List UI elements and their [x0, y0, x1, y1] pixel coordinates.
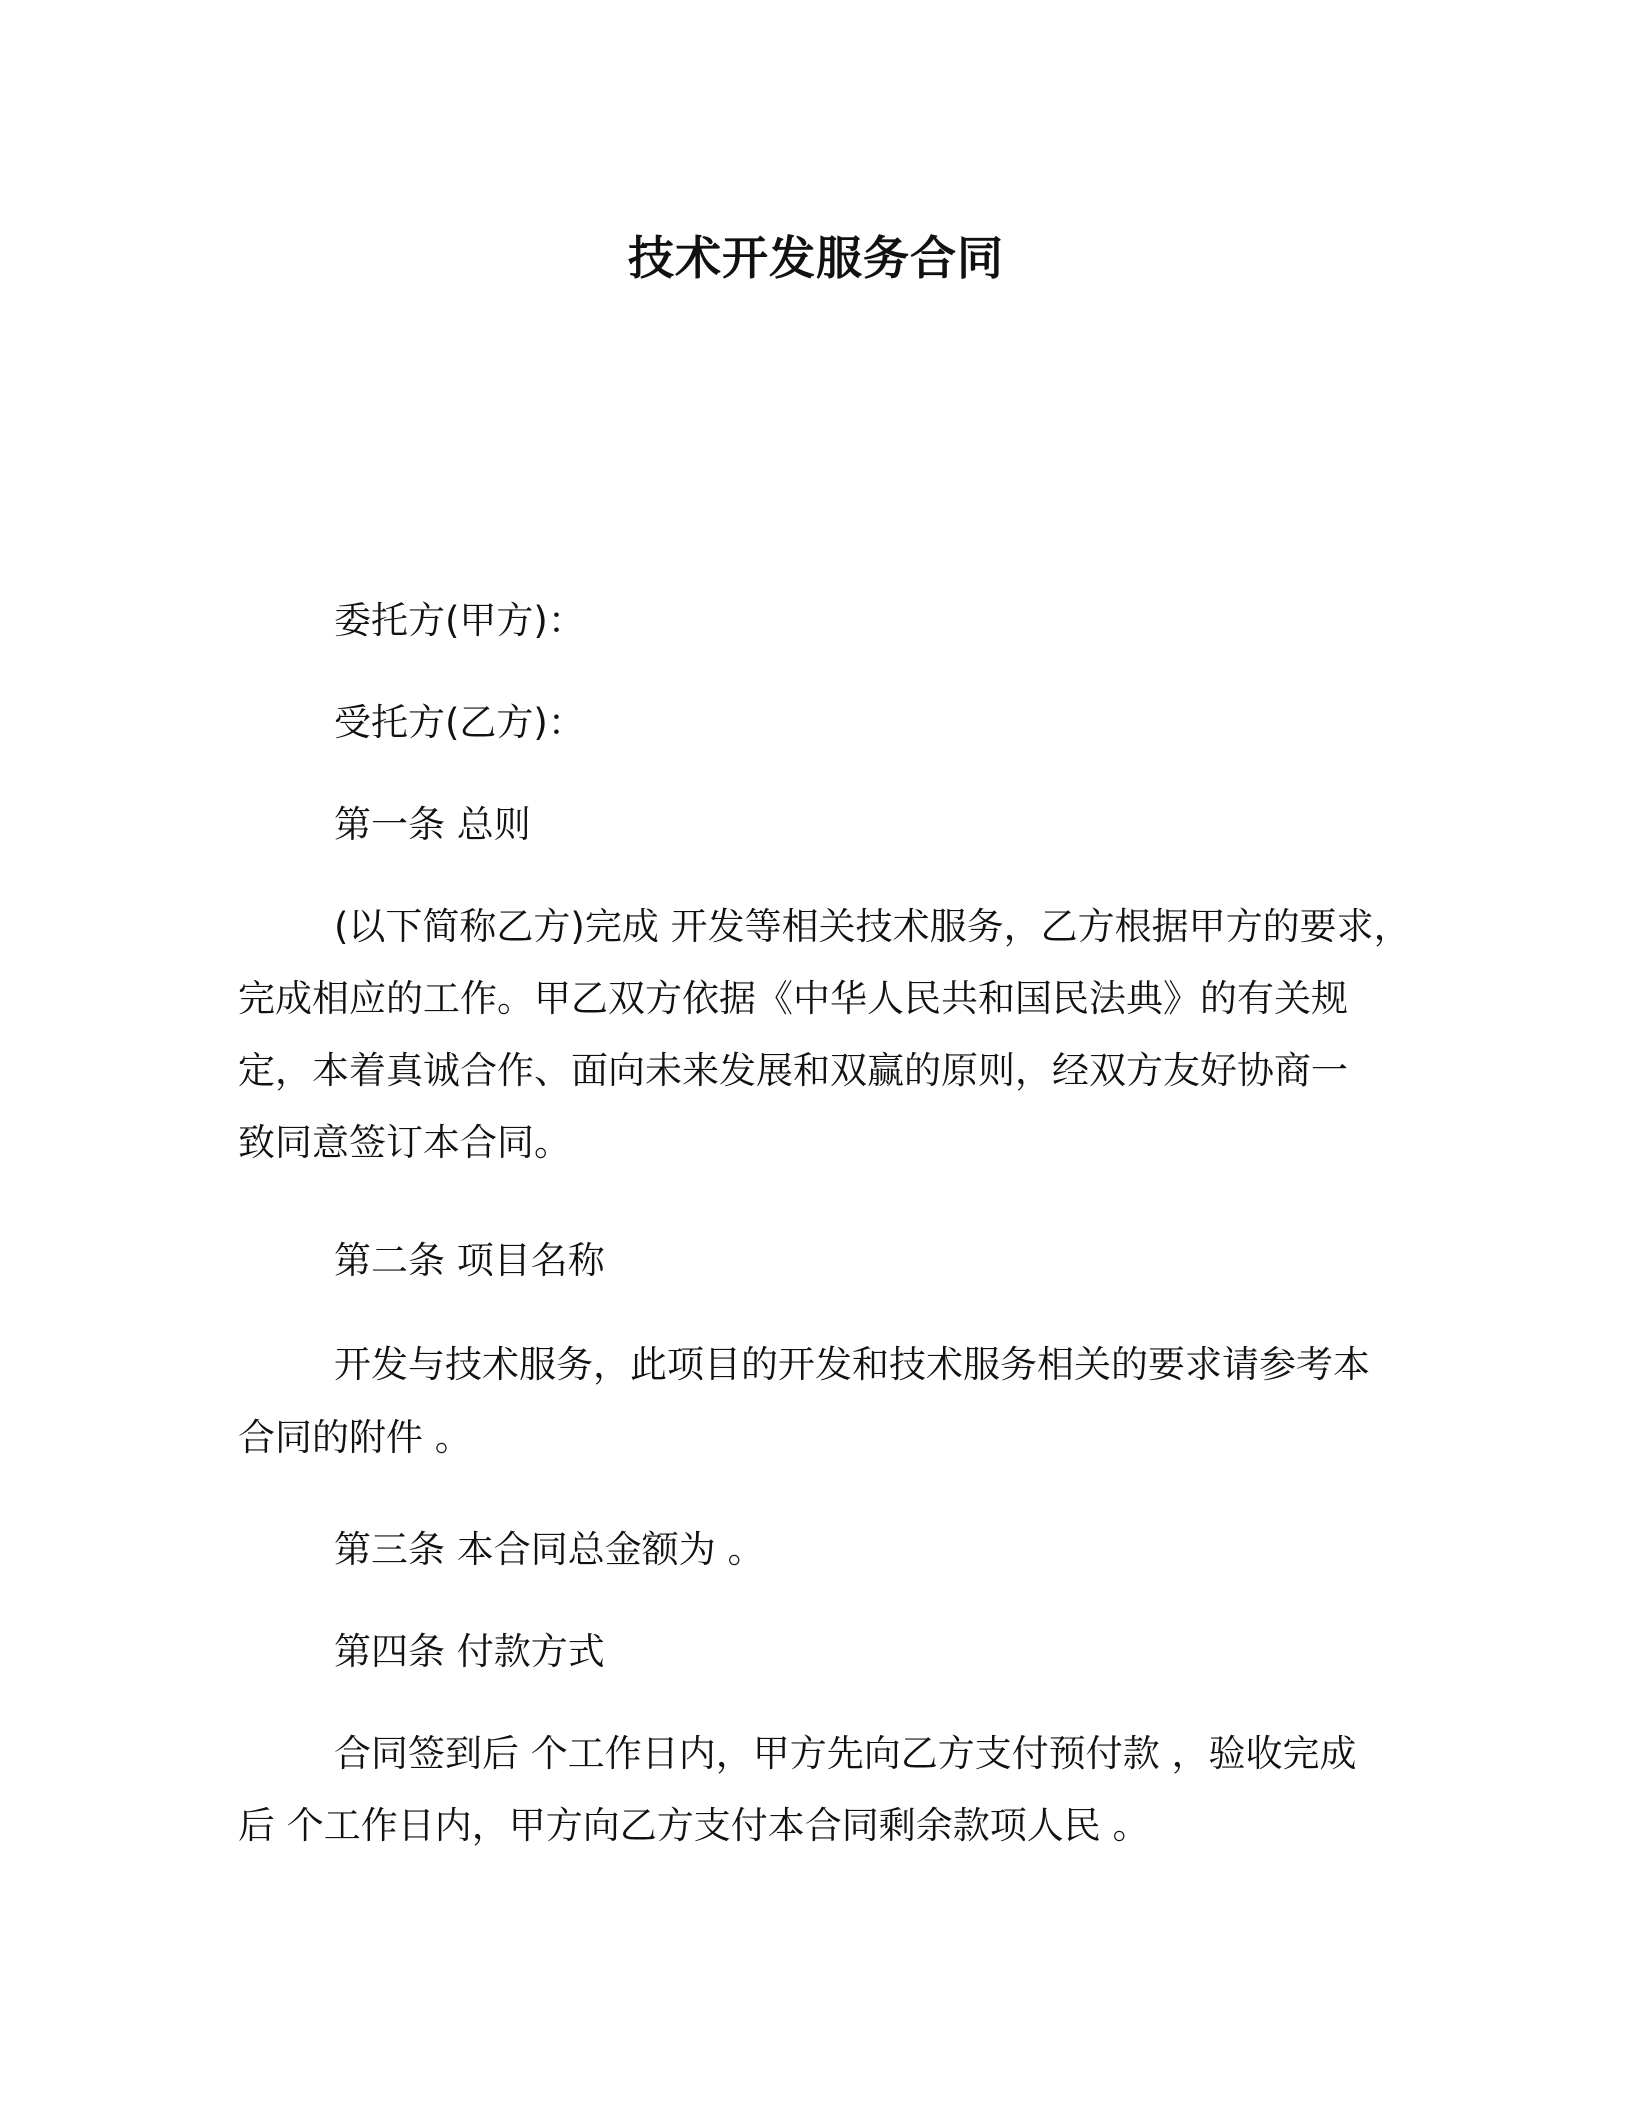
article-4-body-line-2: 后 个工作日内，甲方向乙方支付本合同剩余款项人民 。: [238, 1804, 1150, 1847]
article-2-heading: 第二条 项目名称: [334, 1239, 605, 1282]
document-title: 技术开发服务合同: [628, 231, 1004, 285]
article-1-body-line-1: (以下简称乙方)完成 开发等相关技术服务，乙方根据甲方的要求，: [334, 905, 1411, 948]
article-1-body-line-2: 完成相应的工作。甲乙双方依据《中华人民共和国民法典》的有关规: [238, 977, 1348, 1020]
article-2-body-line-1: 开发与技术服务，此项目的开发和技术服务相关的要求请参考本: [334, 1343, 1370, 1386]
party-b-line: 受托方(乙方)：: [334, 701, 585, 744]
article-1-body-line-4: 致同意签订本合同。: [238, 1121, 571, 1164]
article-4-body-line-1: 合同签到后 个工作日内，甲方先向乙方支付预付款 ，验收完成: [334, 1732, 1357, 1775]
article-1-heading: 第一条 总则: [334, 803, 531, 846]
party-a-line: 委托方(甲方)：: [334, 599, 585, 642]
article-4-heading: 第四条 付款方式: [334, 1630, 605, 1673]
article-1-body-line-3: 定，本着真诚合作、面向未来发展和双赢的原则，经双方友好协商一: [238, 1049, 1348, 1092]
article-2-body-line-2: 合同的附件 。: [238, 1416, 472, 1459]
article-3-line: 第三条 本合同总金额为 。: [334, 1528, 765, 1571]
